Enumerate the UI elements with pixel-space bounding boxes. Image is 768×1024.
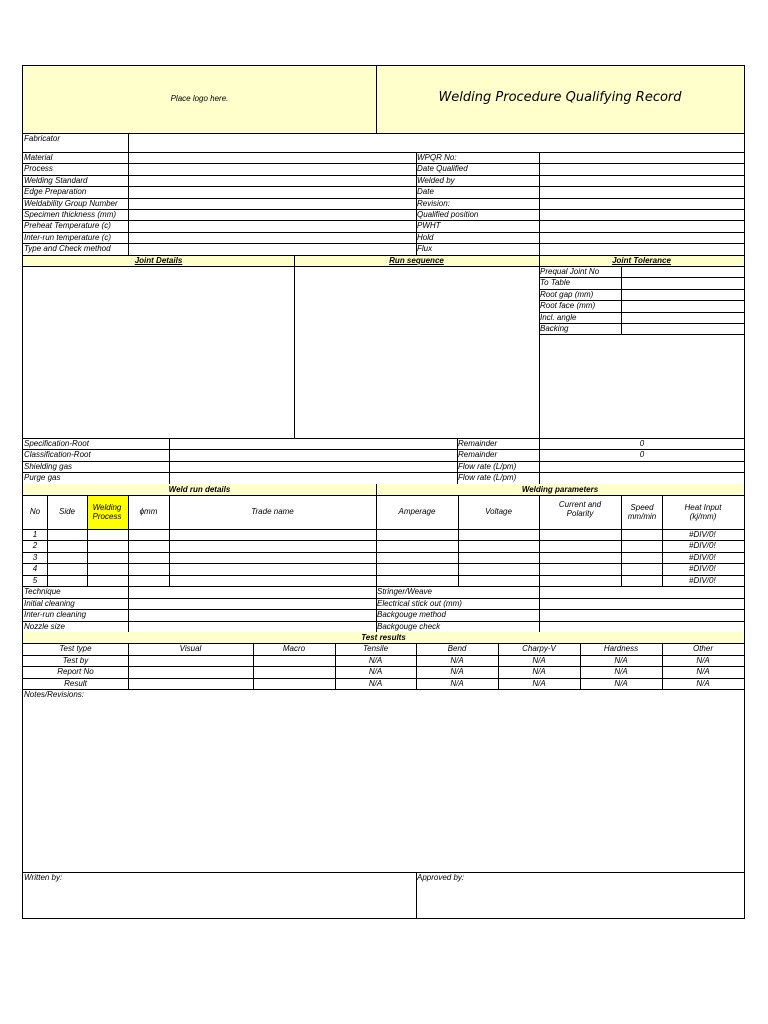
run-col-heat-input: Heat Input (kj/mm) <box>684 503 722 521</box>
run-cell-trade-name[interactable] <box>170 576 376 586</box>
test-cell[interactable] <box>254 656 335 666</box>
consumable-field-3[interactable] <box>170 473 457 483</box>
run-col-current: Current and Polarity <box>558 500 602 518</box>
consumable-label-1: Classification-Root <box>24 450 91 460</box>
test-na-cell[interactable]: N/A <box>532 655 546 665</box>
info-right-field-5[interactable] <box>540 199 744 209</box>
test-na-cell[interactable]: N/A <box>696 655 710 665</box>
info-label-1: Material <box>24 153 53 162</box>
tolerance-field-5[interactable] <box>622 324 744 334</box>
info-field-8[interactable] <box>129 233 415 243</box>
run-cell-speed[interactable] <box>622 530 662 540</box>
run-cell-voltage[interactable] <box>459 564 539 574</box>
consumable-label-2: Shielding gas <box>24 461 73 471</box>
tolerance-label-1: To Table <box>540 278 571 288</box>
technique-right-label-2: Backgouge method <box>377 610 446 619</box>
technique-label-2: Inter-run cleaning <box>24 610 87 619</box>
test-na-cell[interactable]: N/A <box>614 678 628 688</box>
run-cell-trade-name[interactable] <box>170 530 376 540</box>
technique-right-label-0: Stringer/Weave <box>377 587 432 596</box>
run-row-heat-input: #DIV/0! <box>689 552 716 562</box>
technique-field-0[interactable] <box>129 587 375 597</box>
consumable-value-1[interactable]: 0 <box>639 450 645 460</box>
notes-label: Notes/Revisions: <box>24 690 85 699</box>
written-by-field[interactable] <box>23 884 416 918</box>
info-right-label-4: Date <box>417 187 434 197</box>
joint-details-sketch-area[interactable] <box>23 267 294 438</box>
run-cell-trade-name[interactable] <box>170 553 376 563</box>
run-row-heat-input: #DIV/0! <box>689 564 716 574</box>
technique-field-2[interactable] <box>129 610 375 620</box>
run-col-no: No <box>29 507 41 516</box>
test-na-cell[interactable]: N/A <box>368 678 383 688</box>
info-label-6: Specimen thickness (mm) <box>24 210 117 219</box>
run-row-no: 1 <box>32 530 38 539</box>
run-cell-amperage[interactable] <box>377 541 458 551</box>
consumable-right-label-0: Remainder <box>458 439 498 448</box>
info-field-2[interactable] <box>129 164 415 174</box>
technique-label-0: Technique <box>24 587 61 596</box>
info-field-4[interactable] <box>129 187 415 197</box>
run-cell-welding-process[interactable] <box>88 541 128 551</box>
weld-run-details-header: Weld run details <box>168 485 231 494</box>
info-label-8: Inter-run temperature (c) <box>24 232 111 242</box>
run-col-welding-process: Welding Process <box>92 503 122 521</box>
run-cell-current[interactable] <box>540 564 621 574</box>
technique-field-3[interactable] <box>129 622 375 632</box>
run-cell-dia[interactable] <box>129 530 169 540</box>
info-field-5[interactable] <box>129 199 415 209</box>
run-cell-side[interactable] <box>48 553 87 563</box>
test-row-label-0: Test type <box>59 644 92 653</box>
info-right-label-1: WPQR No: <box>417 153 457 162</box>
run-cell-welding-process[interactable] <box>88 553 128 563</box>
approved-by-label: Approved by: <box>417 873 465 882</box>
run-cell-current[interactable] <box>540 530 621 540</box>
info-right-field-1[interactable] <box>540 153 744 163</box>
tolerance-field-0[interactable] <box>622 267 744 277</box>
info-label-2: Process <box>24 164 53 174</box>
test-type-6: Other <box>692 644 713 653</box>
run-cell-amperage[interactable] <box>377 564 458 574</box>
test-na-cell[interactable]: N/A <box>614 655 628 665</box>
run-cell-current[interactable] <box>540 576 621 586</box>
run-row-heat-input: #DIV/0! <box>689 575 716 585</box>
joint-details-header: Joint Details <box>134 256 183 265</box>
run-sequence-header: Run sequence <box>389 256 444 265</box>
info-right-field-2[interactable] <box>540 164 744 174</box>
logo-placeholder: Place logo here. <box>170 94 229 103</box>
run-cell-current[interactable] <box>540 541 621 551</box>
run-row-no: 4 <box>32 564 38 574</box>
technique-label-3: Nozzle size <box>24 621 65 631</box>
technique-right-field-1[interactable] <box>540 599 744 609</box>
run-row-no: 5 <box>32 575 38 585</box>
info-field-1[interactable] <box>129 153 415 163</box>
test-results-header: Test results <box>361 633 406 642</box>
consumable-right-label-1: Remainder <box>458 450 498 460</box>
test-na-cell[interactable]: N/A <box>532 667 546 676</box>
info-right-label-8: Hold <box>417 232 434 242</box>
info-label-3: Welding Standard <box>24 175 88 185</box>
run-sequence-sketch-area[interactable] <box>295 267 539 438</box>
info-right-field-3[interactable] <box>540 176 744 186</box>
page-title: Welding Procedure Qualifying Record <box>438 90 682 105</box>
run-cell-voltage[interactable] <box>459 541 539 551</box>
tolerance-label-2: Root gap (mm) <box>540 289 594 299</box>
run-cell-speed[interactable] <box>622 541 662 551</box>
info-label-9: Type and Check method <box>24 244 111 254</box>
info-right-label-6: Qualified position <box>417 210 479 219</box>
tolerance-field-2[interactable] <box>622 290 744 300</box>
info-right-label-2: Date Qualified <box>417 164 468 174</box>
fabricator-field[interactable] <box>129 134 744 152</box>
test-cell[interactable] <box>129 679 253 689</box>
run-col-dia: ɸmm <box>139 507 158 516</box>
tolerance-field-1[interactable] <box>622 278 744 288</box>
consumable-label-0: Specification-Root <box>24 439 89 448</box>
technique-label-1: Initial cleaning <box>24 598 75 608</box>
test-cell[interactable] <box>254 667 335 677</box>
test-na-cell[interactable]: N/A <box>696 667 710 676</box>
info-right-label-3: Welded by <box>417 175 455 185</box>
run-cell-welding-process[interactable] <box>88 576 128 586</box>
test-type-1: Macro <box>282 644 306 653</box>
technique-right-label-3: Backgouge check <box>377 621 441 631</box>
run-cell-dia[interactable] <box>129 553 169 563</box>
tolerance-label-4: Incl. angle <box>540 312 577 322</box>
test-na-cell[interactable]: N/A <box>614 667 628 676</box>
info-label-5: Weldability Group Number <box>24 198 118 208</box>
test-na-cell[interactable]: N/A <box>450 678 464 688</box>
run-col-voltage: Voltage <box>485 507 512 516</box>
test-type-0: Visual <box>179 644 202 653</box>
run-cell-dia[interactable] <box>129 576 169 586</box>
info-right-field-7[interactable] <box>540 221 744 231</box>
run-cell-speed[interactable] <box>622 553 662 563</box>
info-right-label-7: PWHT <box>417 221 441 231</box>
consumable-right-label-3: Flow rate (L/pm) <box>458 473 517 483</box>
run-cell-welding-process[interactable] <box>88 564 128 574</box>
consumable-right-label-2: Flow rate (L/pm) <box>458 461 517 471</box>
test-cell[interactable] <box>129 656 253 666</box>
test-na-cell[interactable]: N/A <box>368 667 383 676</box>
consumable-field-0[interactable] <box>170 439 457 449</box>
run-cell-current[interactable] <box>540 553 621 563</box>
consumable-value-0[interactable]: 0 <box>639 439 645 448</box>
info-right-field-6[interactable] <box>540 210 744 220</box>
info-label-4: Edge Preparation <box>24 187 87 197</box>
info-field-9[interactable] <box>129 244 415 254</box>
test-na-cell[interactable]: N/A <box>368 655 383 665</box>
run-cell-side[interactable] <box>48 541 87 551</box>
info-label-7: Preheat Temperature (c) <box>24 221 111 231</box>
run-cell-trade-name[interactable] <box>170 564 376 574</box>
run-cell-voltage[interactable] <box>459 576 539 586</box>
info-right-field-9[interactable] <box>540 244 744 254</box>
run-cell-amperage[interactable] <box>377 553 458 563</box>
tolerance-label-0: Prequal Joint No <box>540 267 600 276</box>
run-cell-side[interactable] <box>48 564 87 574</box>
test-na-cell[interactable]: N/A <box>532 678 546 688</box>
info-right-label-9: Flux <box>417 244 433 254</box>
info-field-7[interactable] <box>129 221 415 231</box>
technique-field-1[interactable] <box>129 599 375 609</box>
run-cell-speed[interactable] <box>622 576 662 586</box>
joint-tolerance-header: Joint Tolerance <box>612 256 671 265</box>
tolerance-label-5: Backing <box>540 324 569 333</box>
test-na-cell[interactable]: N/A <box>450 667 464 676</box>
info-field-3[interactable] <box>129 176 415 186</box>
run-row-heat-input: #DIV/0! <box>689 530 716 539</box>
tolerance-field-4[interactable] <box>622 313 744 323</box>
run-col-amperage: Amperage <box>398 507 436 516</box>
test-type-5: Hardness <box>603 644 639 653</box>
run-row-no: 3 <box>32 552 38 562</box>
technique-right-field-0[interactable] <box>540 587 744 597</box>
info-right-field-4[interactable] <box>540 187 744 197</box>
technique-right-label-1: Electrical stick out (mm) <box>377 598 462 608</box>
run-cell-side[interactable] <box>48 576 87 586</box>
test-na-cell[interactable]: N/A <box>450 655 464 665</box>
welding-parameters-header: Welding parameters <box>521 485 599 494</box>
run-cell-speed[interactable] <box>622 564 662 574</box>
tolerance-field-3[interactable] <box>622 301 744 311</box>
run-cell-amperage[interactable] <box>377 576 458 586</box>
consumable-field-1[interactable] <box>170 450 457 460</box>
run-cell-amperage[interactable] <box>377 530 458 540</box>
test-type-3: Bend <box>447 644 467 653</box>
technique-right-field-2[interactable] <box>540 610 744 620</box>
tolerance-label-3: Root face (mm) <box>540 301 596 311</box>
test-na-cell[interactable]: N/A <box>696 678 710 688</box>
run-cell-dia[interactable] <box>129 541 169 551</box>
run-row-no: 2 <box>32 541 38 551</box>
technique-right-field-3[interactable] <box>540 622 744 632</box>
notes-area[interactable] <box>23 700 744 871</box>
run-cell-side[interactable] <box>48 530 87 540</box>
test-row-label-3: Result <box>64 678 87 688</box>
info-right-label-5: Revision: <box>417 198 450 208</box>
consumable-field-2[interactable] <box>170 462 457 472</box>
consumable-label-3: Purge gas <box>24 473 61 483</box>
test-cell[interactable] <box>129 667 253 677</box>
run-cell-voltage[interactable] <box>459 530 539 540</box>
run-cell-voltage[interactable] <box>459 553 539 563</box>
fabricator-label: Fabricator <box>24 134 61 143</box>
test-cell[interactable] <box>254 679 335 689</box>
info-right-field-8[interactable] <box>540 233 744 243</box>
test-type-2: Tensile <box>362 644 389 653</box>
run-col-side: Side <box>58 507 75 516</box>
run-cell-welding-process[interactable] <box>88 530 128 540</box>
run-col-trade-name: Trade name <box>251 507 294 516</box>
test-row-label-2: Report No <box>57 667 94 676</box>
run-cell-trade-name[interactable] <box>170 541 376 551</box>
info-field-6[interactable] <box>129 210 415 220</box>
written-by-label: Written by: <box>24 873 63 882</box>
run-col-speed: Speed mm/min <box>627 503 657 521</box>
test-type-4: Charpy-V <box>522 644 556 653</box>
test-row-label-1: Test by <box>62 655 89 665</box>
run-cell-dia[interactable] <box>129 564 169 574</box>
run-row-heat-input: #DIV/0! <box>689 541 716 551</box>
approved-by-field[interactable] <box>417 884 744 918</box>
